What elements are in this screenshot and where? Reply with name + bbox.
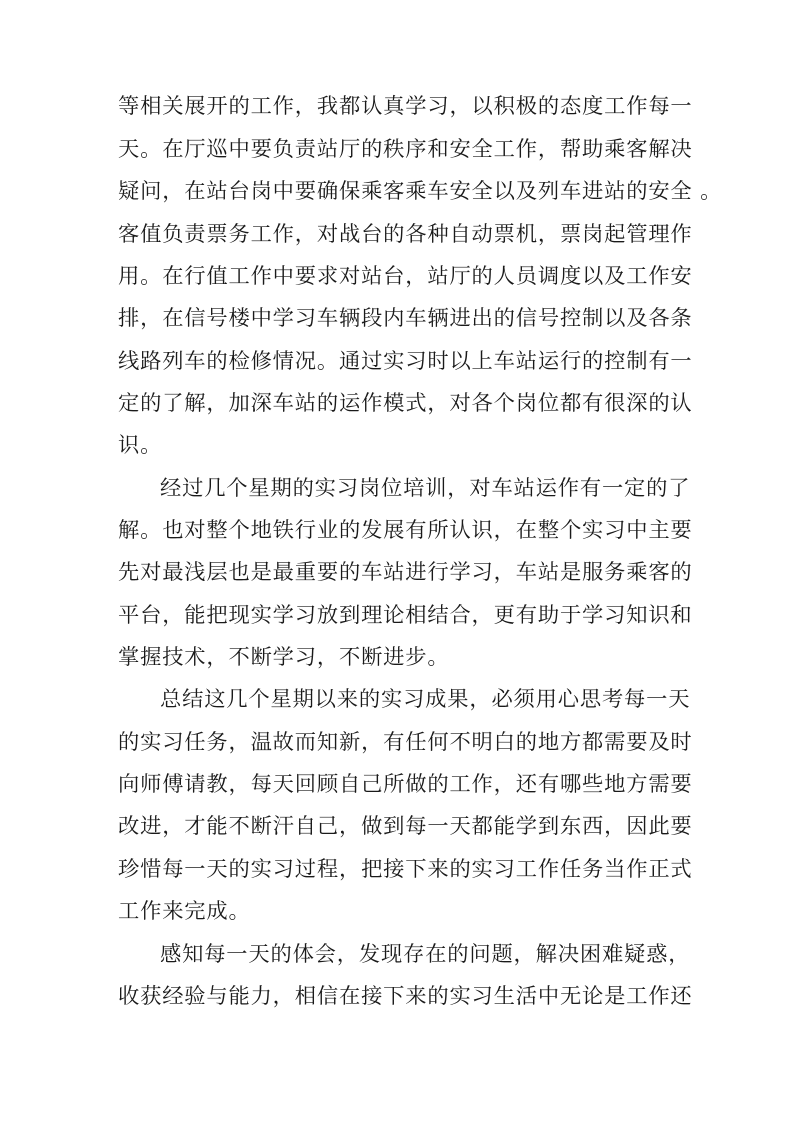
paragraph-line: 平台，能把现实学习放到理论相结合，更有助于学习知识和 [118, 603, 693, 628]
paragraph-line: 线路列车的检修情况。通过实习时以上车站运行的控制有一 [118, 349, 693, 374]
paragraph-line: 收获经验与能力，相信在接下来的实习生活中无论是工作还 [118, 984, 693, 1009]
paragraph-line: 感知每一天的体会，发现存在的问题，解决困难疑惑， [160, 942, 691, 967]
paragraph-line: 等相关展开的工作，我都认真学习，以积极的态度工作每一 [118, 94, 693, 119]
paragraph-line: 识。 [118, 433, 163, 458]
paragraph-line: 用。在行值工作中要求对站台，站厅的人员调度以及工作安 [118, 264, 693, 289]
paragraph-line: 客值负责票务工作，对战台的各种自动票机，票岗起管理作 [118, 222, 693, 247]
paragraph-line: 工作来完成。 [118, 899, 251, 924]
paragraph-line: 经过几个星期的实习岗位培训，对车站运作有一定的了 [160, 476, 691, 501]
paragraph-line: 排，在信号楼中学习车辆段内车辆进出的信号控制以及各条 [118, 306, 693, 331]
paragraph-line: 定的了解，加深车站的运作模式，对各个岗位都有很深的认 [118, 391, 693, 416]
paragraph-line: 改进，才能不断汗自己，做到每一天都能学到东西，因此要 [118, 814, 693, 839]
paragraph-line: 疑问，在站台岗中要确保乘客乘车安全以及列车进站的安全 。 [118, 179, 723, 204]
paragraph-line: 向师傅请教，每天回顾自己所做的工作，还有哪些地方需要 [118, 772, 693, 797]
paragraph-line: 解。也对整个地铁行业的发展有所认识，在整个实习中主要 [118, 518, 693, 543]
paragraph-line: 掌握技术，不断学习，不断进步。 [118, 645, 450, 670]
paragraph-line: 珍惜每一天的实习过程，把接下来的实习工作任务当作正式 [118, 857, 693, 882]
paragraph-line: 先对最浅层也是最重要的车站进行学习，车站是服务乘客的 [118, 560, 693, 585]
paragraph-line: 天。在厅巡中要负责站厅的秩序和安全工作，帮助乘客解决 [118, 137, 693, 162]
paragraph-line: 总结这几个星期以来的实习成果，必须用心思考每一天 [160, 687, 691, 712]
paragraph-line: 的实习任务，温故而知新，有任何不明白的地方都需要及时 [118, 730, 693, 755]
